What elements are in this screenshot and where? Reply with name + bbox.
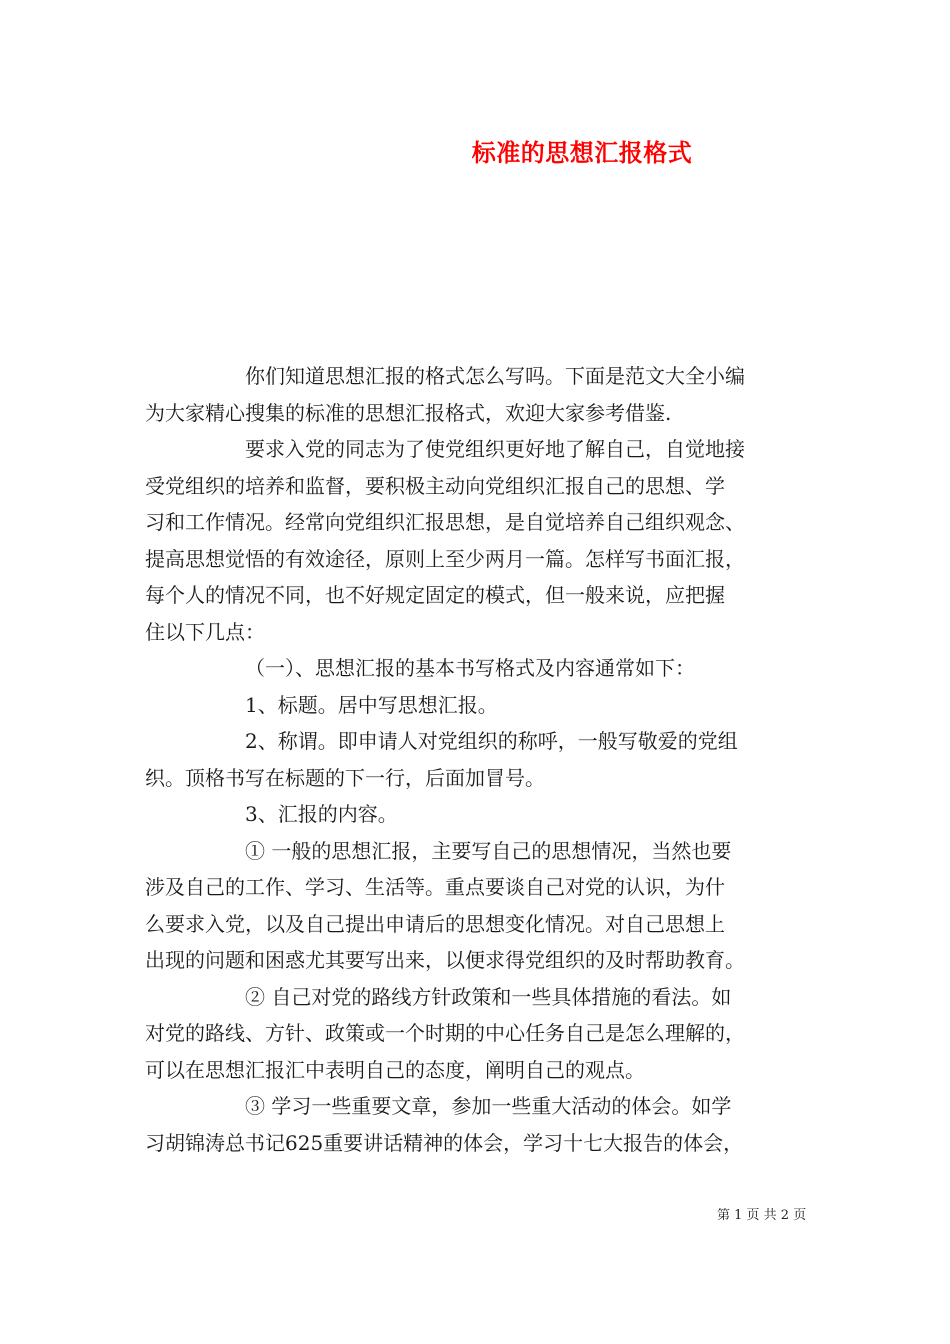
paragraph-line: 2、称谓。即申请人对党组织的称呼，一般写敬爱的党组: [245, 729, 738, 753]
paragraph-line: ② 自己对党的路线方针政策和一些具体措施的看法。如: [245, 984, 732, 1009]
paragraph-line: 每个人的情况不同，也不好规定固定的模式，但一般来说，应把握: [145, 583, 725, 607]
paragraph-line: 涉及自己的工作、学习、生活等。重点要谈自己对党的认识，为什: [145, 875, 725, 899]
paragraph-line: 住以下几点：: [145, 619, 265, 644]
paragraph-line: 1、标题。居中写思想汇报。: [245, 692, 498, 717]
paragraph-line: 出现的问题和困惑尤其要写出来，以便求得党组织的及时帮助教育。: [145, 948, 745, 972]
paragraph-line: 对党的路线、方针、政策或一个时期的中心任务自己是怎么理解的，: [145, 1021, 745, 1045]
paragraph-line: 么要求入党，以及自己提出申请后的思想变化情况。对自己思想上: [145, 911, 725, 936]
paragraph-line: 3、汇报的内容。: [245, 802, 398, 826]
paragraph-line: （一）、思想汇报的基本书写格式及内容通常如下：: [245, 656, 695, 680]
paragraph-line: 织。顶格书写在标题的下一行，后面加冒号。: [145, 765, 545, 790]
paragraph-line: 习和工作情况。经常向党组织汇报思想，是自觉培养自己组织观念、: [145, 510, 745, 534]
paragraph-line: 为大家精心搜集的标准的思想汇报格式，欢迎大家参考借鉴.: [145, 400, 672, 425]
paragraph-line: ③ 学习一些重要文章，参加一些重大活动的体会。如学: [245, 1094, 732, 1118]
paragraph-line: 你们知道思想汇报的格式怎么写吗。下面是范文大全小编: [245, 364, 745, 388]
paragraph-line: 可以在思想汇报汇中表明自己的态度，阐明自己的观点。: [145, 1057, 645, 1082]
paragraph-line: 受党组织的培养和监督，要积极主动向党组织汇报自己的思想、学: [145, 473, 725, 498]
document-title: 标准的思想汇报格式: [471, 138, 693, 167]
paragraph-line: 要求入党的同志为了使党组织更好地了解自己，自觉地接: [245, 437, 745, 461]
paragraph-line: ① 一般的思想汇报，主要写自己的思想情况，当然也要: [245, 838, 732, 863]
paragraph-line: 习胡锦涛总书记625重要讲话精神的体会，学习十七大报告的体会，: [145, 1130, 744, 1155]
page-number: 第 1 页 共 2 页: [717, 1208, 807, 1223]
document-body: [145, 358, 810, 1161]
paragraph-line: 提高思想觉悟的有效途径，原则上至少两月一篇。怎样写书面汇报，: [145, 546, 745, 571]
